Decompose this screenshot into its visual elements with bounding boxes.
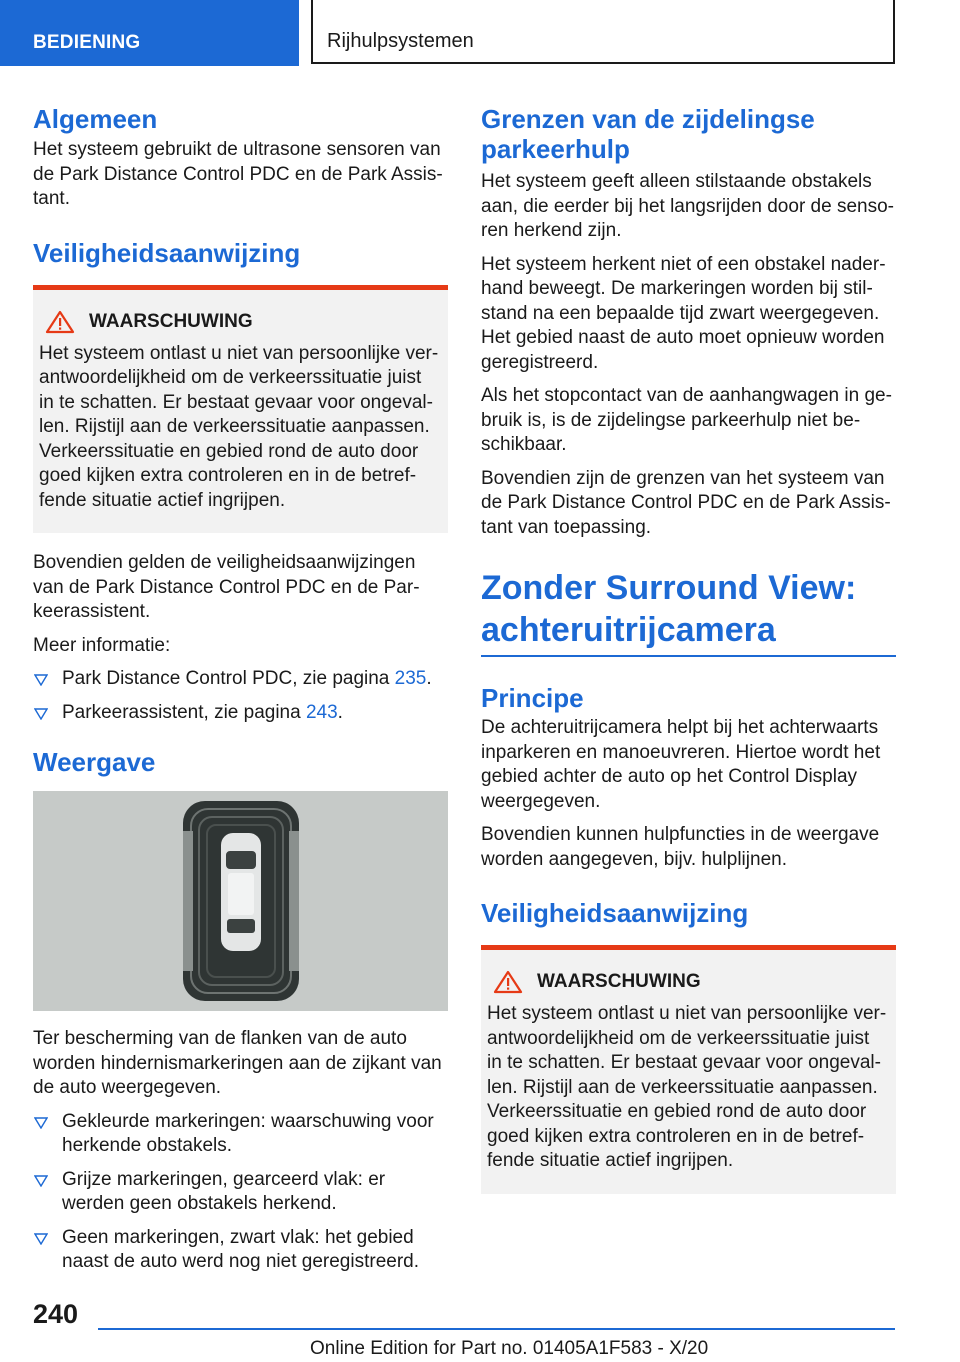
list-item-punct: . <box>337 701 343 723</box>
list-item-text: Grijze markeringen, gearceerd vlak: er werden geen obstakels herkend. <box>62 1168 386 1214</box>
heading-algemeen: Algemeen <box>33 104 158 134</box>
footer-rule <box>98 1328 895 1330</box>
algemeen-text: Het systeem gebruikt de ultrasone sensoren van de Park Distance Control PDC en de Park Assistant. <box>33 139 443 209</box>
heading-weergave: Weergave <box>33 747 156 777</box>
list-item <box>33 701 448 726</box>
grenzen-p1: Het systeem geeft alleen stilstaande obstakels aan, die eerder bij het langsrijden door de sensoren herkend zijn. <box>481 171 894 241</box>
parking-display-figure <box>33 791 448 1011</box>
page-link[interactable]: 243 <box>305 701 338 723</box>
warning-text: Het systeem ontlast u niet van persoonlijke verantwoordelijkheid om de verkeerssituatie juist in te schatten. Er bestaat gevaar voor ongevallen. Rijstijl aan de verkeerssituatie aanpassen. Verkeerssituatie en gebied rond de auto door goed kijken extra controleren en in de betreffende situatie actief ingrijpen. <box>39 342 439 511</box>
warning-label: WAARSCHUWING <box>89 310 253 332</box>
grenzen-p3: Als het stopcontact van de aanhangwagen in gebruik is, is de zijdelingse parkeerhulp niet beschikbaar. <box>481 385 892 455</box>
list-item-text: Geen markeringen, zwart vlak: het gebied naast de auto werd nog niet geregistreerd. <box>62 1226 420 1272</box>
heading-principe: Principe <box>481 683 584 713</box>
grenzen-p2: Het systeem herkent niet of een obstakel naderhand beweegt. De markeringen worden bij stilstand na een bepaalde tijd zwart weergegeven. Het gebied naast de auto moet opnieuw worden geregistreerd. <box>481 253 886 373</box>
list-item-text: Parkeerassistent, zie pagina <box>62 701 306 723</box>
footer-edition: Online Edition for Part no. 01405A1F583 - X/20 <box>310 1338 709 1359</box>
warning-box <box>33 285 448 534</box>
bullet-triangle-icon <box>34 1117 48 1129</box>
bullet-triangle-icon <box>34 1233 48 1245</box>
parking-display-illustration <box>33 791 448 1011</box>
list-item <box>33 1226 448 1275</box>
warning-title <box>39 310 440 334</box>
grenzen-p4: Bovendien zijn de grenzen van het systeem van de Park Distance Control PDC en de Park Assistant van toepassing. <box>481 467 891 538</box>
page-number: 240 <box>33 1299 79 1329</box>
principe-p1: De achteruitrijcamera helpt bij het achterwaarts inparkeren en manoeuvreren. Hiertoe wordt het gebied achter de auto op het Control Display weergegeven. <box>481 717 881 812</box>
warning-label: WAARSCHUWING <box>537 971 701 992</box>
bullet-triangle-icon <box>34 1175 48 1187</box>
warning-title <box>487 970 888 994</box>
bullet-triangle-icon <box>34 674 48 686</box>
section-tab: BEDIENING <box>0 0 299 66</box>
right-column <box>481 104 896 1212</box>
list-item-punct: . <box>426 668 432 689</box>
heading-veiligheid-2: Veiligheidsaanwijzing <box>481 898 749 928</box>
list-item-text: Gekleurde markeringen: waarschuwing voor herkende obstakels. <box>62 1110 434 1156</box>
weergave-text: Ter bescherming van de flanken van de auto worden hindernismarkeringen aan de zijkant van de auto weergegeven. <box>33 1028 442 1098</box>
heading-grenzen: Grenzen van de zijdelingse parkeerhulp <box>481 104 815 164</box>
marking-list <box>33 1110 448 1275</box>
list-item-text: Park Distance Control PDC, zie pagina <box>62 668 395 689</box>
chapter-heading: Zonder Surround View: achteruitrijcamera <box>481 567 896 657</box>
list-item <box>33 1168 448 1217</box>
warning-triangle-icon <box>45 310 75 334</box>
principe-p2: Bovendien kunnen hulpfuncties in de weergave worden aangegeven, bijv. hulplijnen. <box>481 824 880 870</box>
heading-veiligheid: Veiligheidsaanwijzing <box>33 237 301 268</box>
warning-box <box>481 945 896 1194</box>
page-link[interactable]: 235 <box>394 668 427 689</box>
more-info-label: Meer informatie: <box>33 634 171 656</box>
reference-list <box>33 667 448 725</box>
left-column <box>33 104 448 1284</box>
list-item <box>33 667 448 692</box>
warning-triangle-icon <box>493 970 523 994</box>
list-item <box>33 1110 448 1159</box>
safety-text: Bovendien gelden de veiligheidsaanwijzingen van de Park Distance Control PDC en de Parkeerassistent. <box>33 552 420 622</box>
warning-text: Het systeem ontlast u niet van persoonlijke verantwoordelijkheid om de verkeerssituatie juist in te schatten. Er bestaat gevaar voor ongevallen. Rijstijl aan de verkeerssituatie aanpassen. Verkeerssituatie en gebied rond de auto door goed kijken extra controleren en in de betreffende situatie actief ingrijpen. <box>487 1003 887 1171</box>
chapter-title: Rijhulpsystemen <box>311 0 895 64</box>
bullet-triangle-icon <box>34 708 48 720</box>
